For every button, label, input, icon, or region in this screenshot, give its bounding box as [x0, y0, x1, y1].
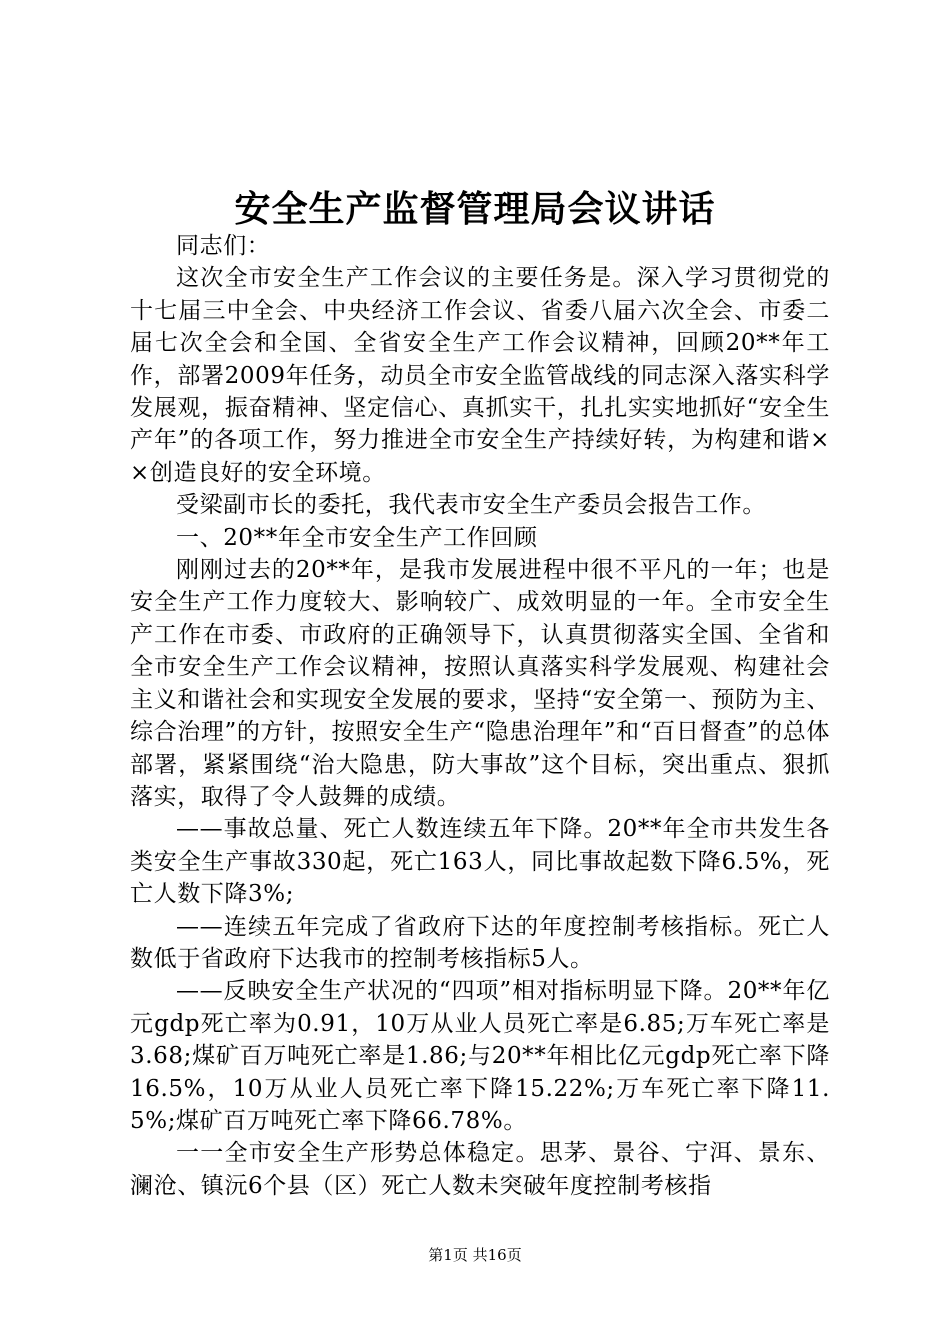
- document-body: [130, 230, 830, 1202]
- paragraph-delegation: 受梁副市长的委托，我代表市安全生产委员会报告工作。: [176, 492, 766, 519]
- paragraph-indicators: ——反映安全生产状况的“四项”相对指标明显下降。20**年亿元gdp死亡率为0.91，10万从业人员死亡率是6.85;万车死亡率是3.68;煤矿百万吨死亡率是1.86;与20**年相比亿元gdp死亡率下降16.5%，10万从业人员死亡率下降15.22%;万车死亡率下降11.5%;煤矿百万吨死亡率下降66.78%。: [130, 978, 830, 1134]
- paragraph-accidents: ——事故总量、死亡人数连续五年下降。20**年全市共发生各类安全生产事故330起，死亡163人，同比事故起数下降6.5%，死亡人数下降3%;: [130, 816, 830, 908]
- paragraph-review: 刚刚过去的20**年，是我市发展进程中很不平凡的一年；也是安全生产工作力度较大、影响较广、成效明显的一年。全市安全生产工作在市委、市政府的正确领导下，认真贯彻落实全国、全省和全市安全生产工作会议精神，按照认真落实科学发展观、构建社会主义和谐社会和实现安全发展的要求，坚持“安全第一、预防为主、综合治理”的方针，按照安全生产“隐患治理年”和“百日督查”的总体部署，紧紧围绕“治大隐患，防大事故”这个目标，突出重点、狠抓落实，取得了令人鼓舞的成绩。: [130, 557, 830, 810]
- document-title: 安全生产监督管理局会议讲话: [234, 188, 716, 230]
- salutation: 同志们：: [176, 233, 271, 259]
- paragraph-targets: ——连续五年完成了省政府下达的年度控制考核指标。死亡人数低于省政府下达我市的控制考核指标5人。: [130, 913, 830, 972]
- section-heading: 一、20**年全市安全生产工作回顾: [176, 524, 538, 551]
- paragraph-intro: 这次全市安全生产工作会议的主要任务是。深入学习贯彻党的十七届三中全会、中央经济工作会议、省委八届六次全会、市委二届七次全会和全国、全省安全生产工作会议精神，回顾20**年工作，部署2009年任务，动员全市安全监管战线的同志深入落实科学发展观，振奋精神、坚定信心、真抓实干，扎扎实实地抓好“安全生产年”的各项工作，努力推进全市安全生产持续好转，为构建和谐××创造良好的安全环境。: [130, 265, 830, 486]
- paragraph-stability: 一一全市安全生产形势总体稳定。思茅、景谷、宁洱、景东、澜沧、镇沅6个县（区）死亡人数未突破年度控制考核指: [130, 1140, 830, 1199]
- page-footer: 第1页 共16页: [428, 1246, 522, 1264]
